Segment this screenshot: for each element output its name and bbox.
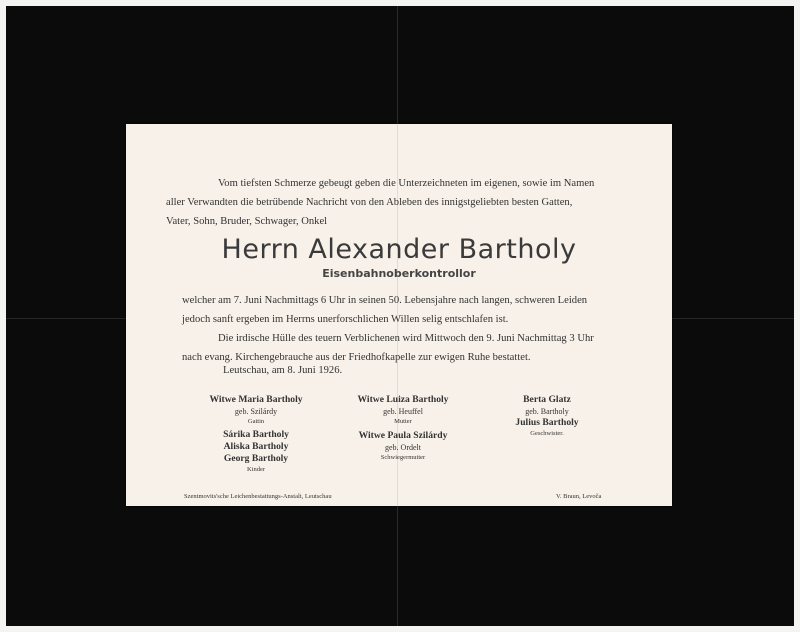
printer-location: V. Braun, Levoča [556,493,602,500]
signatory-relation: Geschwister. [530,430,564,437]
signatory-relation: Mutter [394,418,412,425]
body-line-2: jedoch sanft ergeben im Herrns unerforschlichen Willen selig entschlafen ist. [182,314,509,325]
body-paragraph [182,291,632,367]
signatory-birth-name: geb. Ordelt [385,443,421,452]
signatory-name: Julius Bartholy [515,417,579,428]
signatory-birth-name: geb. Heuffel [383,407,423,416]
signatory-column-3 [501,394,593,438]
obituary-card [126,124,672,506]
body-line-1: welcher am 7. Juni Nachmittags 6 Uhr in seinen 50. Lebensjahre nach langen, schweren Leiden [182,295,588,306]
signatory-relation: Kinder [246,466,266,473]
signatory-name: Berta Glatz [523,394,571,405]
signatory-column-1 [206,394,306,474]
signatory-name: Witwe Paula Szilárdy [358,430,448,441]
signatory-relation: Gattin [247,418,265,425]
signatory-name: Aliska Bartholy [223,441,289,452]
printer-credit: Szentmovits'sche Leichenbestattungs-Anstalt, Leutschau [184,493,332,500]
signatory-column-2 [350,394,456,462]
deceased-title: Eisenbahnoberkontrollor [322,267,476,280]
intro-line-3: Vater, Sohn, Bruder, Schwager, Onkel [166,216,328,227]
deceased-name: Herrn Alexander Bartholy [221,234,577,265]
signatory-name: Georg Bartholy [223,453,289,464]
intro-line-2: aller Verwandten die betrübende Nachricht von den Ableben des innigstgeliebten besten Gatten, [166,197,573,208]
signatory-name: Witwe Luiza Bartholy [357,394,449,405]
body-line-3: Die irdische Hülle des teuern Verblichenen wird Mittwoch den 9. Juni Nachmittag 3 Uhr [218,333,594,344]
intro-paragraph [166,174,646,231]
signatory-name: Sárika Bartholy [223,429,289,440]
intro-line-1: Vom tiefsten Schmerze gebeugt geben die Unterzeichneten im eigenen, sowie im Namen [218,178,595,189]
body-line-4: nach evang. Kirchengebrauche aus der Friedhofkapelle zur ewigen Ruhe bestattet. [182,352,531,363]
signatory-relation: Schwiegermutter [380,454,426,461]
signatory-name: Witwe Maria Bartholy [209,394,303,405]
signatory-birth-name: geb. Szilárdy [234,407,278,416]
place-date: Leutschau, am 8. Juni 1926. [223,365,343,376]
signatory-birth-name: geb. Bartholy [525,407,569,416]
